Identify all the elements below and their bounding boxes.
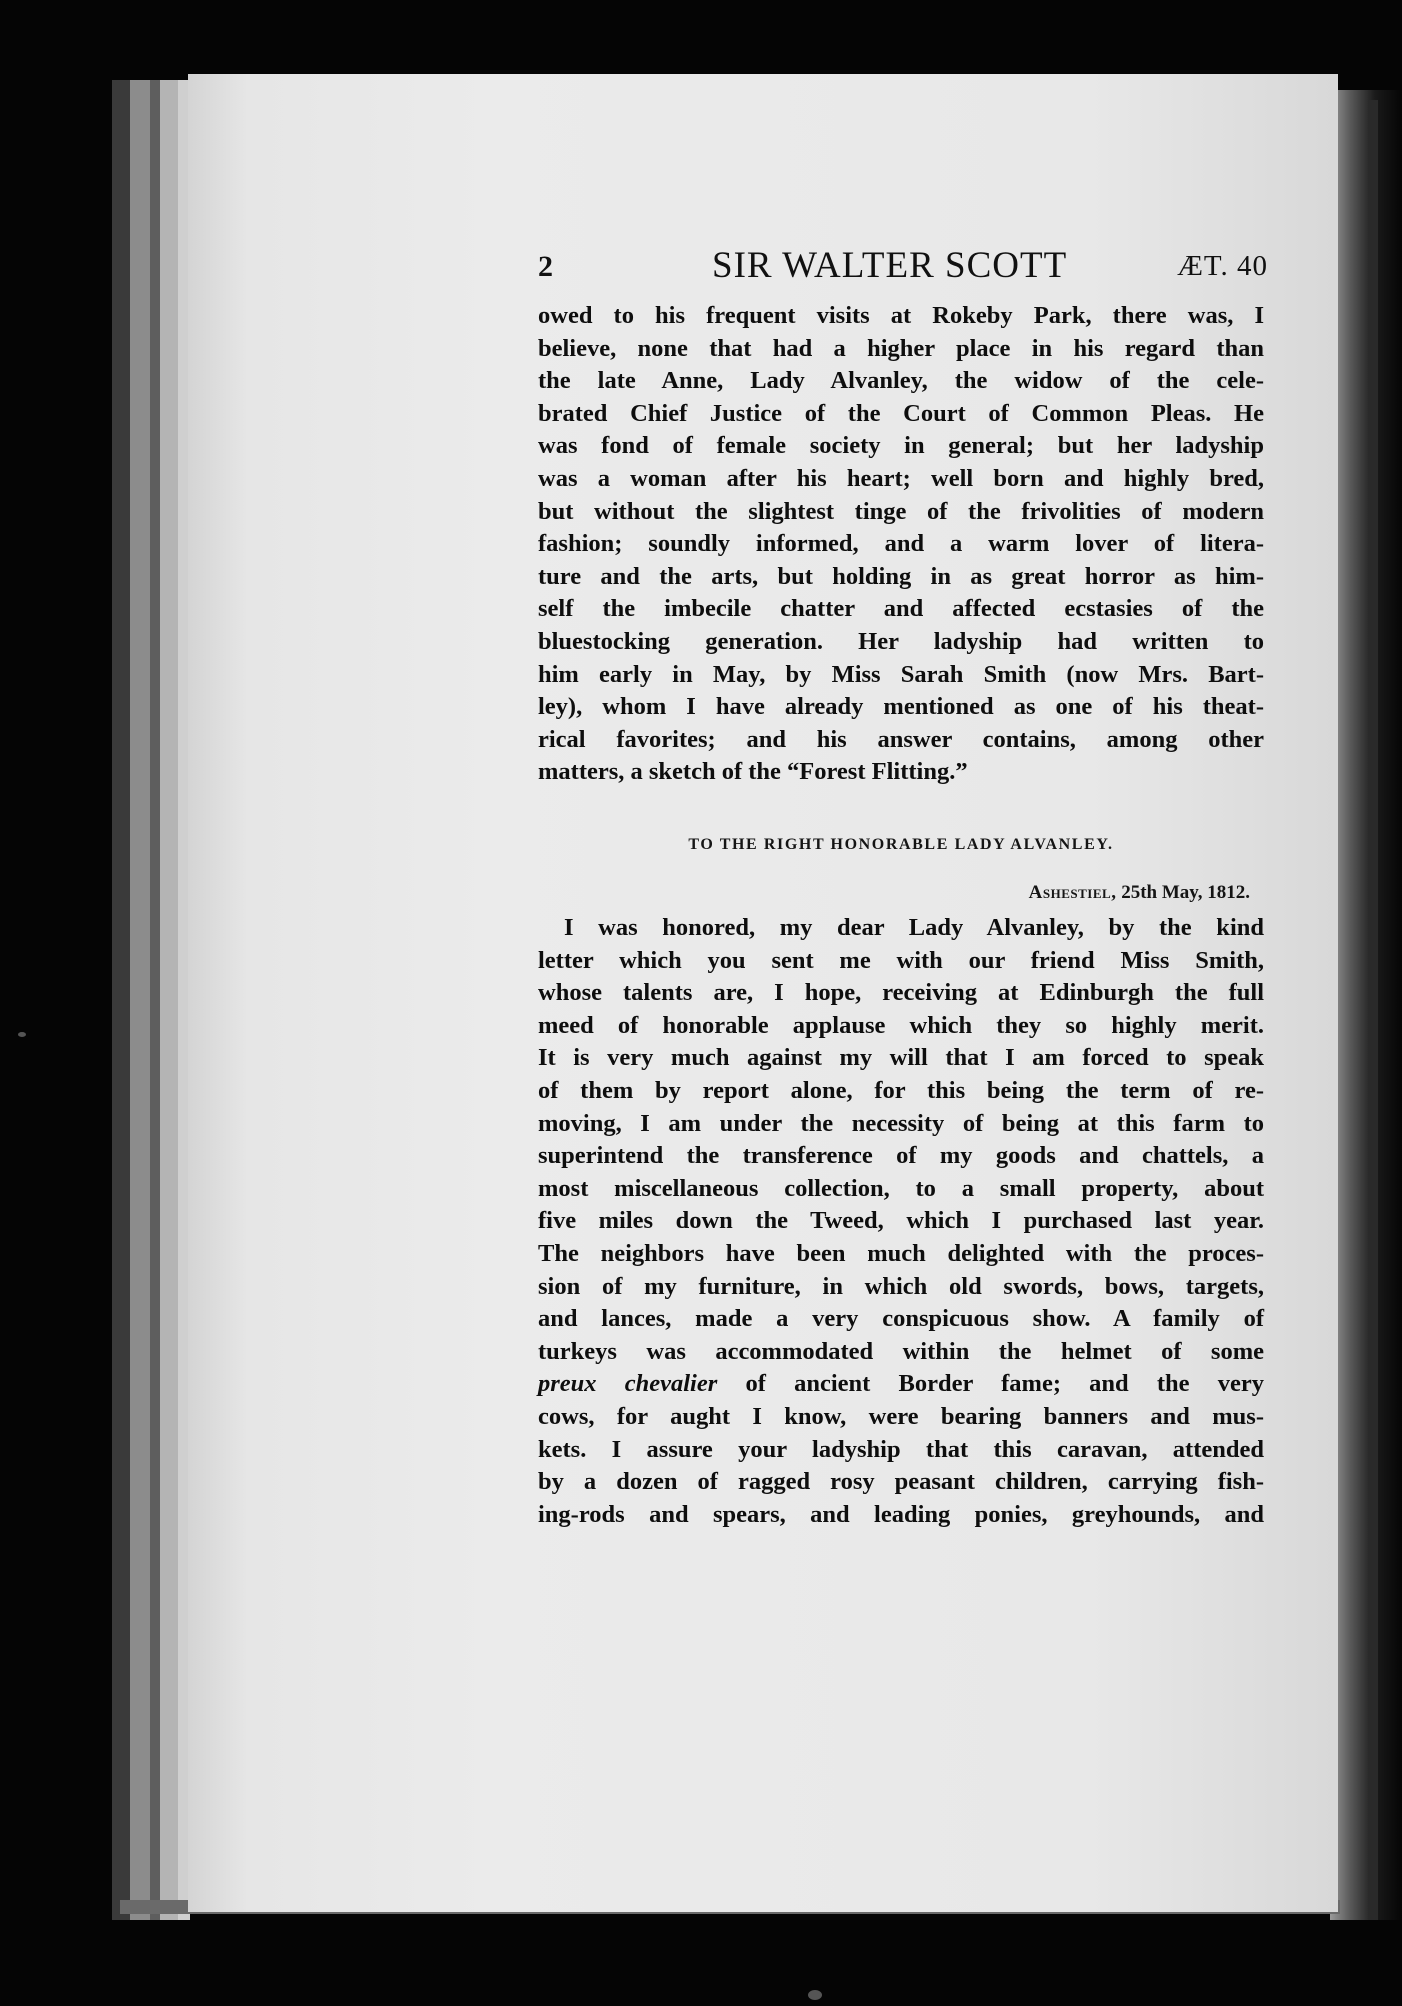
page-number: 2 — [538, 250, 553, 283]
text-line: moving, I am under the necessity of being at this farm to — [538, 1109, 1264, 1137]
text-line: by a dozen of ragged rosy peasant children, carrying fish- — [538, 1468, 1264, 1496]
text-line: The neighbors have been much delighted with the proces- — [538, 1239, 1264, 1267]
letter-heading: TO THE RIGHT HONORABLE LADY ALVANLEY. — [688, 836, 1114, 853]
text-line: of them by report alone, for this being the term of re- — [538, 1076, 1264, 1104]
letter-place: Ashestiel, — [1028, 882, 1117, 903]
text-line: superintend the transference of my goods and chattels, a — [538, 1142, 1264, 1170]
letter-date: 25th May, 1812. — [1121, 882, 1250, 903]
text-line: whose talents are, I hope, receiving at Edinburgh the full — [538, 979, 1264, 1007]
text-line: rical favorites; and his answer contains, among other — [538, 725, 1264, 753]
text-line: It is very much against my will that I am forced to speak — [538, 1044, 1264, 1072]
book-spine-edge — [130, 80, 150, 1920]
text-line: sion of my furniture, in which old swords, bows, targets, — [538, 1272, 1264, 1300]
text-line: him early in May, by Miss Sarah Smith (now Mrs. Bart- — [538, 660, 1264, 688]
text-line: most miscellaneous collection, to a small property, about — [538, 1174, 1264, 1202]
text-line: ture and the arts, but holding in as great horror as him- — [538, 562, 1264, 590]
running-head — [538, 244, 1268, 290]
page-right-shadow — [1368, 100, 1378, 1920]
text-line: was fond of female society in general; but her ladyship — [538, 432, 1264, 460]
text-line: ley), whom I have already mentioned as one of his theat- — [538, 693, 1264, 721]
italic-phrase: preux chevalier — [538, 1370, 718, 1398]
text-line: fashion; soundly informed, and a warm lover of litera- — [538, 530, 1264, 558]
paragraph-intro — [538, 300, 1264, 789]
letter-body — [538, 912, 1264, 1531]
book-spine-edge — [150, 80, 160, 1920]
text-line: I was honored, my dear Lady Alvanley, by the kind — [564, 914, 1264, 941]
text-line: letter which you sent me with our friend Miss Smith, — [538, 946, 1264, 974]
text-line: brated Chief Justice of the Court of Common Pleas. He — [538, 399, 1264, 427]
text-line: and lances, made a very conspicuous show. A family of — [538, 1305, 1264, 1333]
text-line: ing-rods and spears, and leading ponies, greyhounds, and — [538, 1500, 1264, 1528]
text-line: five miles down the Tweed, which I purchased last year. — [538, 1207, 1264, 1235]
text-line: was a woman after his heart; well born and highly bred, — [538, 464, 1264, 492]
text-line: matters, a sketch of the “Forest Flitting.” — [538, 758, 968, 786]
text-line: kets. I assure your ladyship that this caravan, attended — [538, 1435, 1264, 1463]
letter-dateline — [538, 882, 1250, 904]
text-line: self the imbecile chatter and affected ecstasies of the — [538, 595, 1264, 623]
running-title: SIR WALTER SCOTT — [712, 245, 1068, 286]
text-fragment: of ancient Border fame; and the very — [745, 1370, 1265, 1398]
scan-speck — [808, 1990, 822, 2000]
text-line: owed to his frequent visits at Rokeby Park, there was, I — [538, 302, 1264, 329]
text-line: the late Anne, Lady Alvanley, the widow of the cele- — [538, 367, 1264, 395]
text-line: cows, for aught I know, were bearing banners and mus- — [538, 1402, 1264, 1430]
age-marker: ÆT. 40 — [1177, 250, 1268, 282]
text-line: but without the slightest tinge of the frivolities of modern — [538, 497, 1264, 525]
text-line: believe, none that had a higher place in his regard than — [538, 334, 1264, 362]
book-spine-edge — [160, 80, 178, 1920]
page-right-shadow — [1330, 90, 1402, 1920]
text-line — [538, 1368, 1264, 1401]
scan-speck — [18, 1032, 26, 1037]
book-spine-edge — [112, 80, 130, 1920]
text-line: turkeys was accommodated within the helmet of some — [538, 1337, 1264, 1365]
text-line: bluestocking generation. Her ladyship had written to — [538, 627, 1264, 655]
text-line: meed of honorable applause which they so highly merit. — [538, 1011, 1264, 1039]
